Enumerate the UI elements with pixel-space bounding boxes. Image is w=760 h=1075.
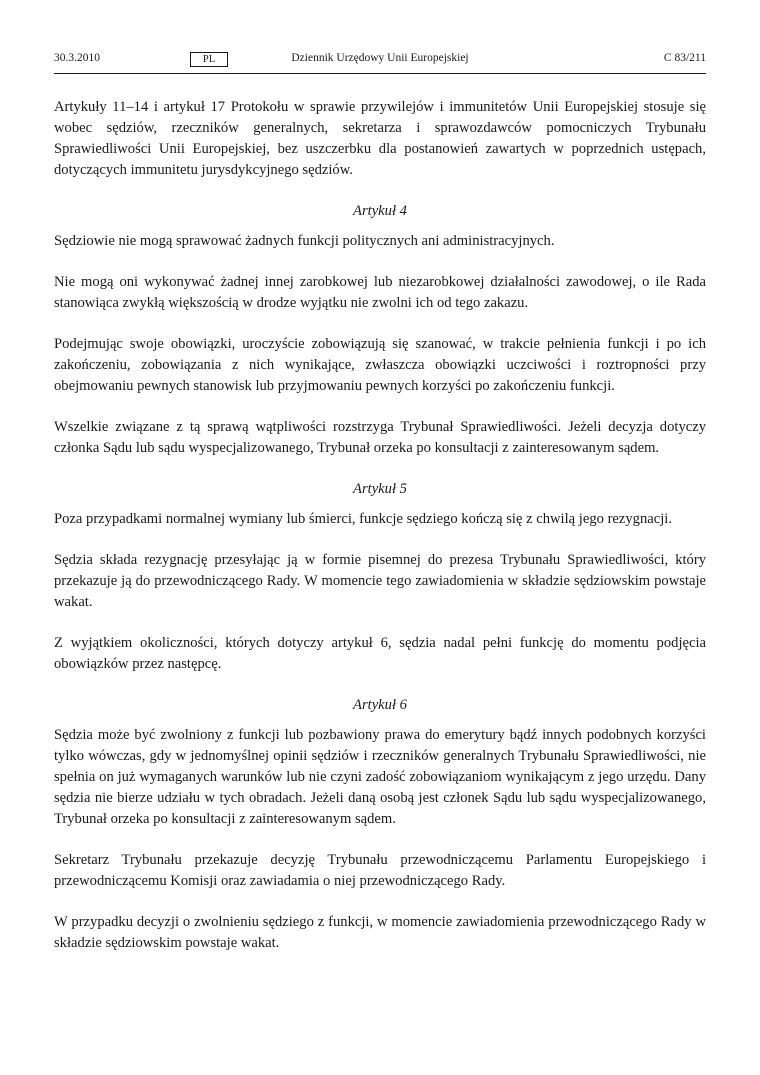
- paragraph: Wszelkie związane z tą sprawą wątpliwości rozstrzyga Trybunał Sprawiedliwości. Jeżeli decyzja dotyczy członka Sądu lub sądu wyspecjalizowanego, Trybunał orzeka po konsultacji z zainteresowanym sądem.: [54, 419, 706, 456]
- journal-title: Dziennik Urzędowy Unii Europejskiej: [291, 52, 469, 64]
- page-reference: C 83/211: [663, 52, 706, 64]
- document-body: [54, 97, 706, 974]
- paragraph: Poza przypadkami normalnej wymiany lub śmierci, funkcje sędziego kończą się z chwilą jego rezygnacji.: [54, 511, 672, 527]
- paragraph: Z wyjątkiem okoliczności, których dotyczy artykuł 6, sędzia nadal pełni funkcję do momentu podjęcia obowiązków przez następcę.: [54, 635, 706, 672]
- paragraph: Artykuły 11–14 i artykuł 17 Protokołu w sprawie przywilejów i immunitetów Unii Europejskiej stosuje się wobec sędziów, rzeczników generalnych, sekretarza i sprawozdawców pomocniczych Trybunału Sprawiedliwości Unii Europejskiej, bez uszczerbku dla postanowień zawartych w poprzednich ustępach, dotyczących immunitetu jurysdykcyjnego sędziów.: [54, 99, 706, 178]
- language-badge: PL: [190, 52, 228, 67]
- publication-date: 30.3.2010: [54, 52, 100, 64]
- paragraph: Sędzia może być zwolniony z funkcji lub pozbawiony prawa do emerytury bądź innych podobnych korzyści tylko wówczas, gdy w jednomyślnej opinii sędziów i rzeczników generalnych Trybunału Sprawiedliwości, nie spełnia on już wymaganych warunków lub nie czyni zadość zobowiązaniom wynikającym z jego urzędu. Dany sędzia nie bierze udziału w tych obradach. Jeżeli daną osobą jest członek Sądu lub sądu wyspecjalizowanego, Trybunał orzeka po konsultacji z zainteresowanym sądem.: [54, 727, 706, 827]
- article-heading: Artykuł 5: [353, 481, 407, 497]
- paragraph: W przypadku decyzji o zwolnieniu sędziego z funkcji, w momencie zawiadomienia przewodniczącego Rady w składzie sędziowskim powstaje wakat.: [54, 914, 706, 951]
- paragraph: Sędzia składa rezygnację przesyłając ją w formie pisemnej do prezesa Trybunału Sprawiedliwości, który przekazuje ją do przewodniczącego Rady. W momencie tego zawiadomienia w składzie sędziowskim powstaje wakat.: [54, 552, 706, 610]
- paragraph: Sędziowie nie mogą sprawować żadnych funkcji politycznych ani administracyjnych.: [54, 233, 555, 249]
- paragraph: Nie mogą oni wykonywać żadnej innej zarobkowej lub niezarobkowej działalności zawodowej, o ile Rada stanowiąca zwykłą większością w drodze wyjątku nie zwolni ich od tego zakazu.: [54, 274, 706, 311]
- article-heading: Artykuł 6: [353, 697, 407, 713]
- page-header: [54, 52, 706, 70]
- article-heading: Artykuł 4: [353, 203, 407, 219]
- paragraph: Sekretarz Trybunału przekazuje decyzję Trybunału przewodniczącemu Parlamentu Europejskiego i przewodniczącemu Komisji oraz zawiadamia o niej przewodniczącego Rady.: [54, 852, 706, 889]
- paragraph: Podejmując swoje obowiązki, uroczyście zobowiązują się szanować, w trakcie pełnienia funkcji i po ich zakończeniu, zobowiązania z nich wynikające, zwłaszcza obowiązki uczciwości i roztropności przy obejmowaniu pewnych stanowisk lub przyjmowaniu pewnych korzyści po zakończeniu funkcji.: [54, 336, 706, 394]
- header-rule: [54, 73, 706, 74]
